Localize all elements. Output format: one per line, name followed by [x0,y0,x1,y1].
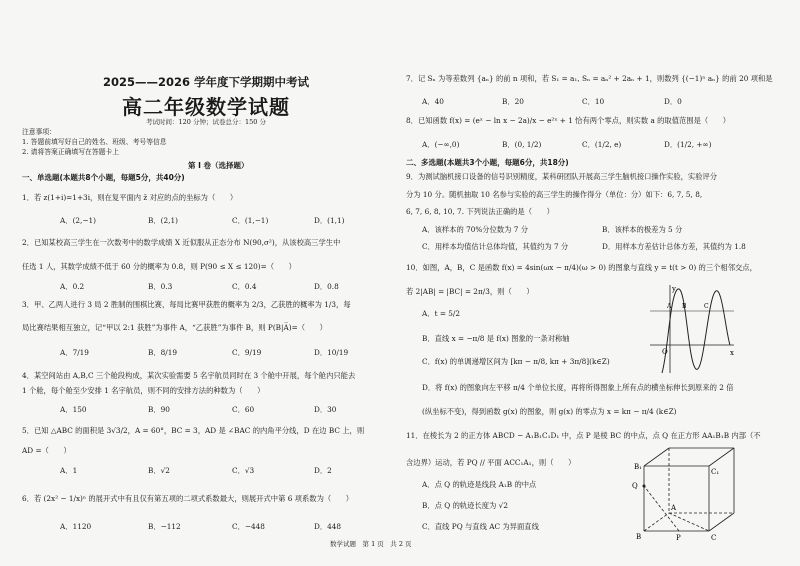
option: C．9/19 [232,348,262,357]
question-2: 2．已知某校高三学生在一次数考中的数学成绩 X 近似服从正态分布 N(90,σ²)，从该校高三学生中 [22,238,341,247]
option: B．√2 [148,466,170,475]
option: C．(1/2, e) [582,140,622,149]
option: D．30 [314,405,337,414]
label-b1: B₁ [634,463,642,471]
exam-title: 高二年级数学试题 [122,95,290,119]
option: C．60 [232,405,255,414]
option: B．该样本的极差为 5 分 [602,225,683,234]
y-axis-label: y [672,285,676,293]
question-4-cont: 1 个舱，每个舱至少安排 1 名宇航员，则不同的安排方法的种数为（ ） [22,386,265,395]
question-3-cont: 局比赛结果相互独立，记“甲以 2:1 获胜”为事件 A，“乙获胜”为事件 B，则 P(B|A̅)=（ ） [22,323,327,332]
option-cont: (纵坐标不变)，得到函数 g(x) 的图象，则 g(x) 的零点为 x = kπ − π/4 (k∈Z) [422,407,677,416]
option: C．直线 PQ 与直线 AC 为异面直线 [422,522,539,531]
option: D．(1,1) [314,216,345,225]
left-column [18,0,396,566]
cube-diagram [624,436,744,544]
note-item: 2. 请将答案正确填写在答题卡上 [22,148,120,156]
label-q: Q [632,482,638,490]
question-5-cont: AD =（ ） [22,446,71,455]
option: B．90 [148,405,170,414]
question-9-cont: 6, 7, 6, 8, 10, 7. 下列说法正确的是（ ） [406,207,554,216]
option: A．150 [60,405,87,414]
option: B．(0, 1/2) [502,140,542,149]
option: A．该样本的 70%分位数为 7 分 [422,225,529,234]
option: D．将 f(x) 的图象向左平移 π/4 个单位长度，再将所得图象上所有点的横坐标伸长到原来的 2 倍 [422,383,734,392]
option: D．0.8 [314,282,339,291]
option: A．t = 5/2 [422,309,460,318]
option: B．直线 x = −π/8 是 f(x) 图象的一条对称轴 [422,334,570,343]
exam-header: 2025——2026 学年度下学期期中考试 [102,75,310,89]
question-1: 1．若 z(1+i)=1+3i，则在复平面内 z̄ 对应的点的坐标为（ ） [22,193,238,202]
option: C．−448 [232,522,265,531]
question-5: 5．已知 △ABC 的面积是 3√3/2，A = 60°，BC = 3，AD 是 ∠BAC 的内角平分线，D 在边 BC 上，则 [22,426,365,435]
point-c-label: C [704,303,709,310]
option: C．用样本均值估计总体均值，其值约为 7 分 [422,242,569,251]
option: A．1 [60,466,78,475]
option: D．0 [664,97,682,106]
option: B．0.3 [148,282,173,291]
notes-heading: 注意事项： [22,128,56,136]
option: A．40 [422,97,444,106]
question-9-cont: 分为 10 分。随机抽取 10 名参与实验的高三学生的操作得分（单位：分）如下：6, 7, 5, 8, [406,190,703,199]
question-10: 10．如图，A，B，C 是函数 f(x) = 4sin(ωx − π/4)(ω > 0) 的图象与直线 y = t(t > 0) 的三个相邻交点， [406,263,757,272]
point-q [643,485,646,488]
question-11: 11．在棱长为 2 的正方体 ABCD − A₁B₁C₁D₁ 中，点 P 是棱 BC 的中点，点 Q 在正方形 AA₁B₁B 内部（不 [406,431,761,440]
question-7: 7．记 Sₙ 为等差数列 {aₙ} 的前 n 项和，若 S₁ = a₁, Sₙ = aₙ² + 2aₙ + 1，则数列 {(−1)ⁿ aₙ} 的前 20 项和是 [406,74,773,83]
x-axis-label: x [730,349,734,357]
question-9: 9．为测试脑机接口设备的信号识别精度，某科研团队开展高三学生脑机接口操作实验，实验评分 [406,172,718,181]
exam-meta: 考试时间：120 分钟；试卷总分：150 分 [146,118,266,126]
right-column [402,0,787,566]
option: A．(2,−1) [60,216,96,225]
question-4: 4．某空间站由 A,B,C 三个舱段构成，某次实验需要 5 名宇航员同时在 3 个舱中开展，每个舱内只能去 [22,371,356,380]
option: A．点 Q 的轨迹是线段 A₁B 的中点 [422,480,537,489]
option: C．0.4 [232,282,257,291]
option: C．√3 [232,466,255,475]
option: A．1120 [60,522,92,531]
question-2-cont: 任选 1 人，其数学成绩不低于 60 分的概率为 0.8，则 P(90 ≤ X ≤ 120)=（ ） [22,262,296,271]
option: B．点 Q 的轨迹长度为 √2 [422,501,508,510]
part-heading: 第 I 卷（选择题） [188,161,249,170]
label-p: P [676,534,681,542]
point-a-label: A [667,303,672,310]
label-c: C [711,534,717,542]
label-a: A [671,504,677,512]
option: A．(−∞,0) [422,140,460,149]
sine-curve [662,289,730,373]
page-footer: 数学试题 第 1 页 共 2 页 [330,540,412,548]
option: C．10 [582,97,605,106]
label-b: B [636,533,642,541]
label-c1: C₁ [711,468,720,476]
option: D．448 [314,522,342,531]
option: D．(1/2, +∞) [664,140,712,149]
option: B．8/19 [148,348,178,357]
sine-graph [642,283,737,375]
option: C．(1,−1) [232,216,269,225]
option: C．f(x) 的单调递增区间为 [kπ − π/8, kπ + 3π/8](k∈Z) [422,357,610,366]
point-b-label: B [682,303,687,310]
section-heading: 二、多选题(本题共3个小题，每题6分，共18分) [406,158,569,167]
section-heading: 一、单选题(本题共8个小题，每题5分，共40分) [22,173,185,182]
option: B．−112 [148,522,181,531]
origin-label: O [662,348,668,356]
question-6: 6．若 (2x² − 1/x)ⁿ 的展开式中有且仅有第五项的二项式系数最大，则展开式中第 6 项系数为（ ） [22,494,354,503]
note-item: 1. 答题前填写好自己的姓名、班级、考号等信息 [22,138,167,146]
question-10-cont: 若 2|AB| = |BC| = 2π/3，则（ ） [406,287,534,296]
option: D．2 [314,466,332,475]
option: A．0.2 [60,282,85,291]
option: A．7/19 [60,348,89,357]
option: D．10/19 [314,348,349,357]
question-3: 3．甲、乙两人进行 3 局 2 胜制的围棋比赛，每局比赛甲获胜的概率为 2/3，乙获胜的概率为 1/3，每 [22,300,351,309]
question-11-cont: 含边界）运动，若 PQ // 平面 ACC₁A₁，则（ ） [406,458,576,467]
question-8: 8．已知函数 f(x) = (eˣ − ln x − 2a)/x − e²ˣ + 1 恰有两个零点，则实数 a 的取值范围是（ ） [406,116,731,125]
option: B．20 [502,97,524,106]
option: D．用样本方差估计总体方差，其值约为 1.8 [602,242,746,251]
option: B．(2,1) [148,216,178,225]
